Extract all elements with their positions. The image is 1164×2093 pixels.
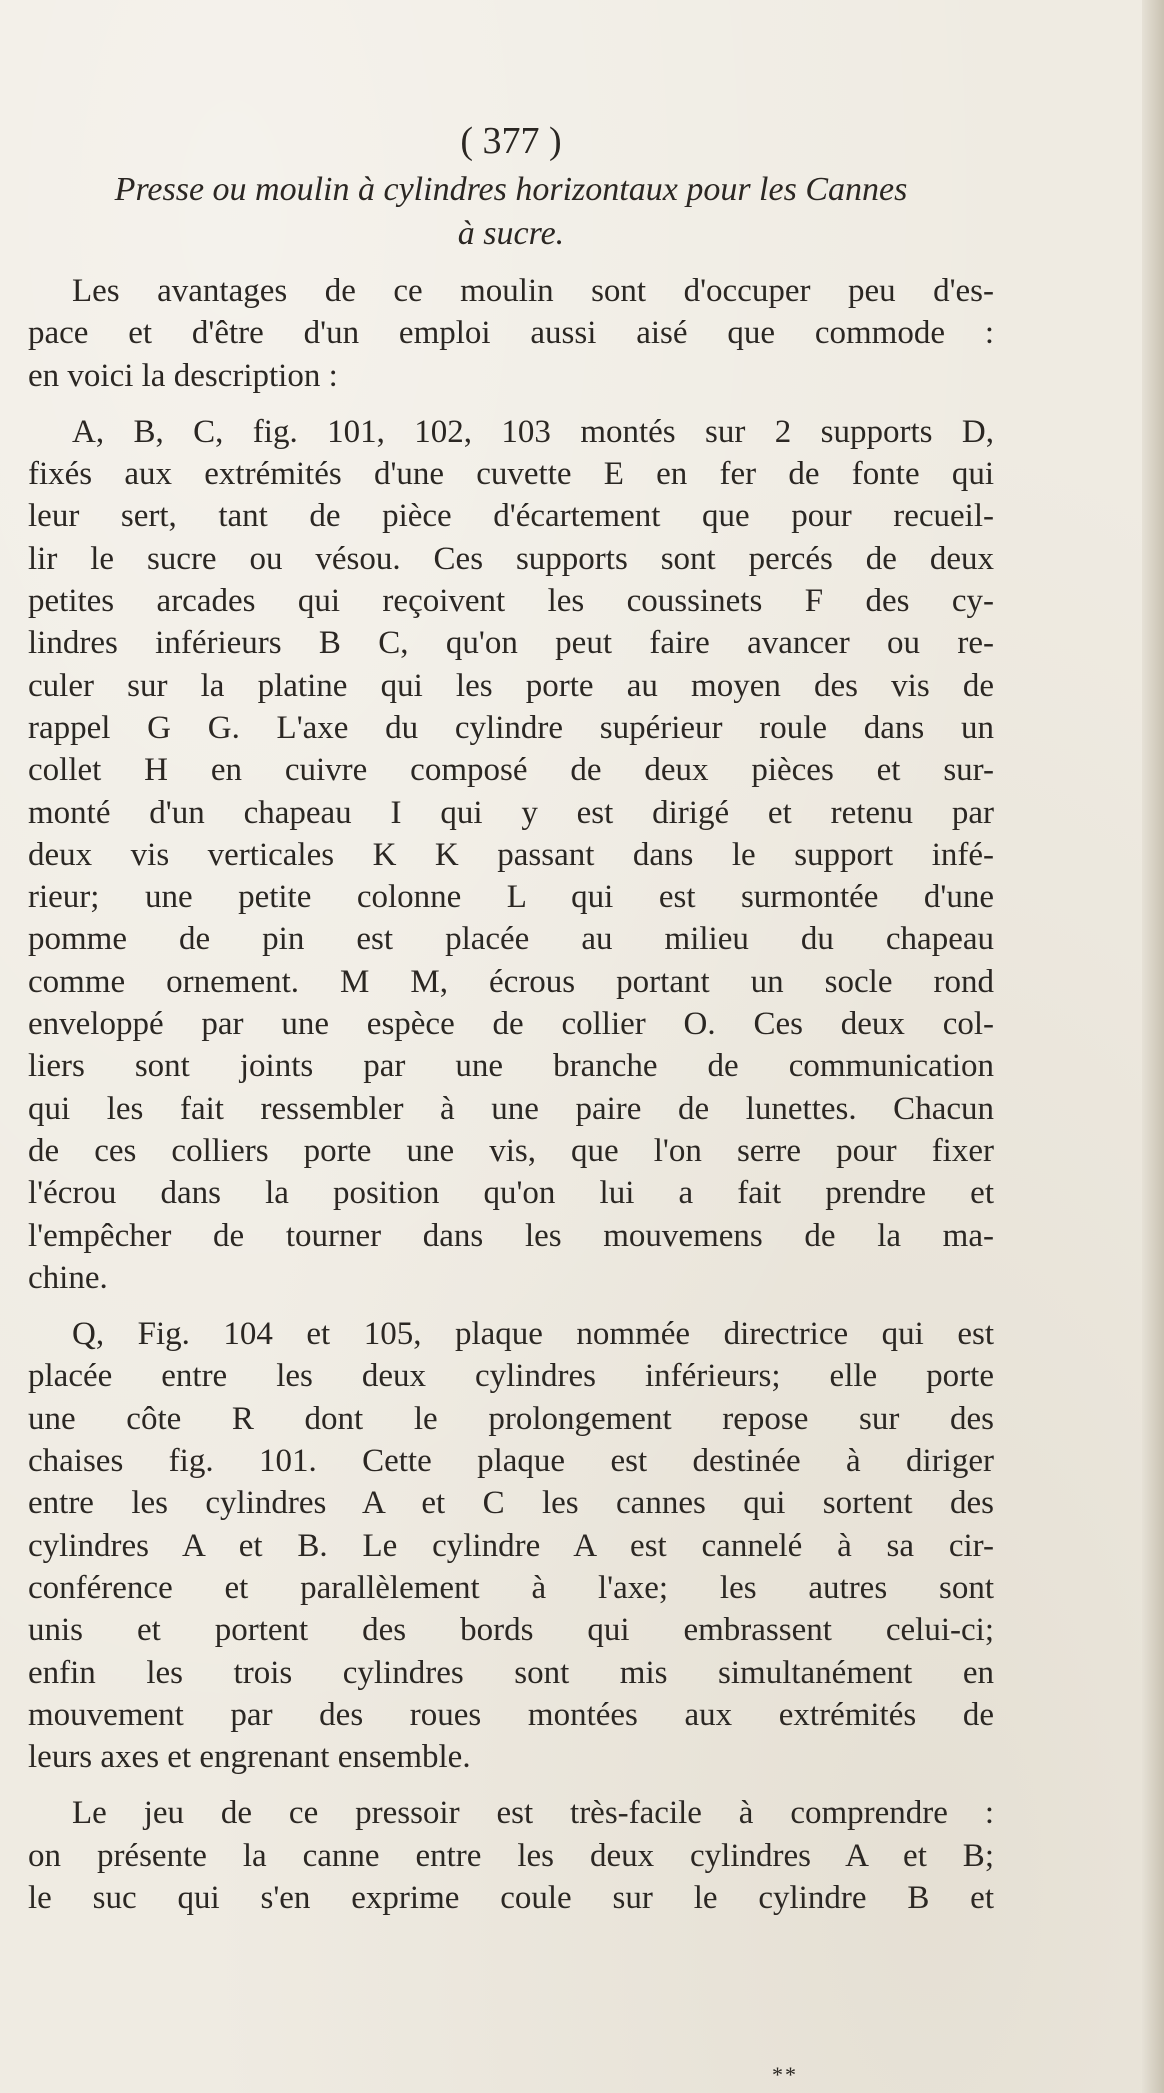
text-line: placée entre les deux cylindres inférieurs; elle porte bbox=[28, 1358, 994, 1395]
text-line: lindres inférieurs B C, qu'on peut faire avancer ou re- bbox=[28, 625, 994, 662]
page-number: ( 377 ) bbox=[460, 120, 562, 162]
text-line: deux vis verticales K K passant dans le support infé- bbox=[28, 836, 994, 873]
text-line: on présente la canne entre les deux cylindres A et B; bbox=[28, 1837, 994, 1874]
signature-mark: ** bbox=[772, 2062, 798, 2087]
text-line: une côte R dont le prolongement repose sur des bbox=[28, 1400, 994, 1437]
text-line: lir le sucre ou vésou. Ces supports sont percés de deux bbox=[28, 540, 994, 577]
text-line: rappel G G. L'axe du cylindre supérieur roule dans un bbox=[28, 709, 994, 746]
page-edge bbox=[1142, 0, 1164, 2093]
text-line: petites arcades qui reçoivent les coussinets F des cy- bbox=[28, 583, 994, 620]
text-line: leur sert, tant de pièce d'écartement que pour recueil- bbox=[28, 498, 994, 535]
paragraph bbox=[28, 1313, 994, 1778]
section-title-line: Presse ou moulin à cylindres horizontaux pour les Cannes bbox=[114, 171, 908, 208]
text-line: Les avantages de ce moulin sont d'occuper peu d'es- bbox=[72, 273, 994, 309]
text-line: pace et d'être d'un emploi aussi aisé que commode : bbox=[28, 315, 994, 352]
text-line: culer sur la platine qui les porte au moyen des vis de bbox=[28, 667, 994, 704]
text-line: de ces colliers porte une vis, que l'on serre pour fixer bbox=[28, 1132, 994, 1169]
text-line: conférence et parallèlement à l'axe; les autres sont bbox=[28, 1569, 994, 1606]
text-line: l'écrou dans la position qu'on lui a fait prendre et bbox=[28, 1175, 994, 1212]
text-line: chaises fig. 101. Cette plaque est destinée à diriger bbox=[28, 1443, 994, 1480]
section-title-line: à sucre. bbox=[457, 215, 565, 252]
paragraph bbox=[28, 270, 994, 397]
text-line: enfin les trois cylindres sont mis simultanément en bbox=[28, 1654, 994, 1691]
text-line: Q, Fig. 104 et 105, plaque nommée directrice qui est bbox=[72, 1316, 994, 1353]
text-line: collet H en cuivre composé de deux pièces et sur- bbox=[28, 752, 994, 789]
text-line: le suc qui s'en exprime coule sur le cylindre B et bbox=[28, 1879, 994, 1916]
text-block bbox=[28, 118, 994, 1933]
section-title bbox=[28, 168, 994, 256]
paragraph bbox=[28, 411, 994, 1299]
text-line: cylindres A et B. Le cylindre A est cannelé à sa cir- bbox=[28, 1527, 994, 1564]
paragraph bbox=[28, 1792, 994, 1919]
text-line: unis et portent des bords qui embrassent celui-ci; bbox=[28, 1612, 994, 1649]
text-line: mouvement par des roues montées aux extrémités de bbox=[28, 1696, 994, 1733]
text-line: A, B, C, fig. 101, 102, 103 montés sur 2 supports D, bbox=[72, 413, 994, 450]
text-line: rieur; une petite colonne L qui est surmontée d'une bbox=[28, 879, 994, 916]
text-line: l'empêcher de tourner dans les mouvemens de la ma- bbox=[28, 1217, 994, 1254]
text-line: pomme de pin est placée au milieu du chapeau bbox=[28, 921, 994, 958]
text-line: fixés aux extrémités d'une cuvette E en fer de fonte qui bbox=[28, 456, 994, 493]
text-line: monté d'un chapeau I qui y est dirigé et retenu par bbox=[28, 794, 994, 831]
text-line: liers sont joints par une branche de communication bbox=[28, 1048, 994, 1085]
text-line: enveloppé par une espèce de collier O. Ces deux col- bbox=[28, 1006, 994, 1043]
text-line: comme ornement. M M, écrous portant un socle rond bbox=[28, 963, 994, 1000]
text-line: chine. bbox=[28, 1259, 108, 1296]
text-line: qui les fait ressembler à une paire de lunettes. Chacun bbox=[28, 1090, 994, 1127]
text-line: en voici la description : bbox=[28, 357, 338, 394]
text-line: Le jeu de ce pressoir est très-facile à comprendre : bbox=[72, 1795, 994, 1832]
text-line: leurs axes et engrenant ensemble. bbox=[28, 1739, 471, 1776]
text-line: entre les cylindres A et C les cannes qui sortent des bbox=[28, 1485, 994, 1522]
